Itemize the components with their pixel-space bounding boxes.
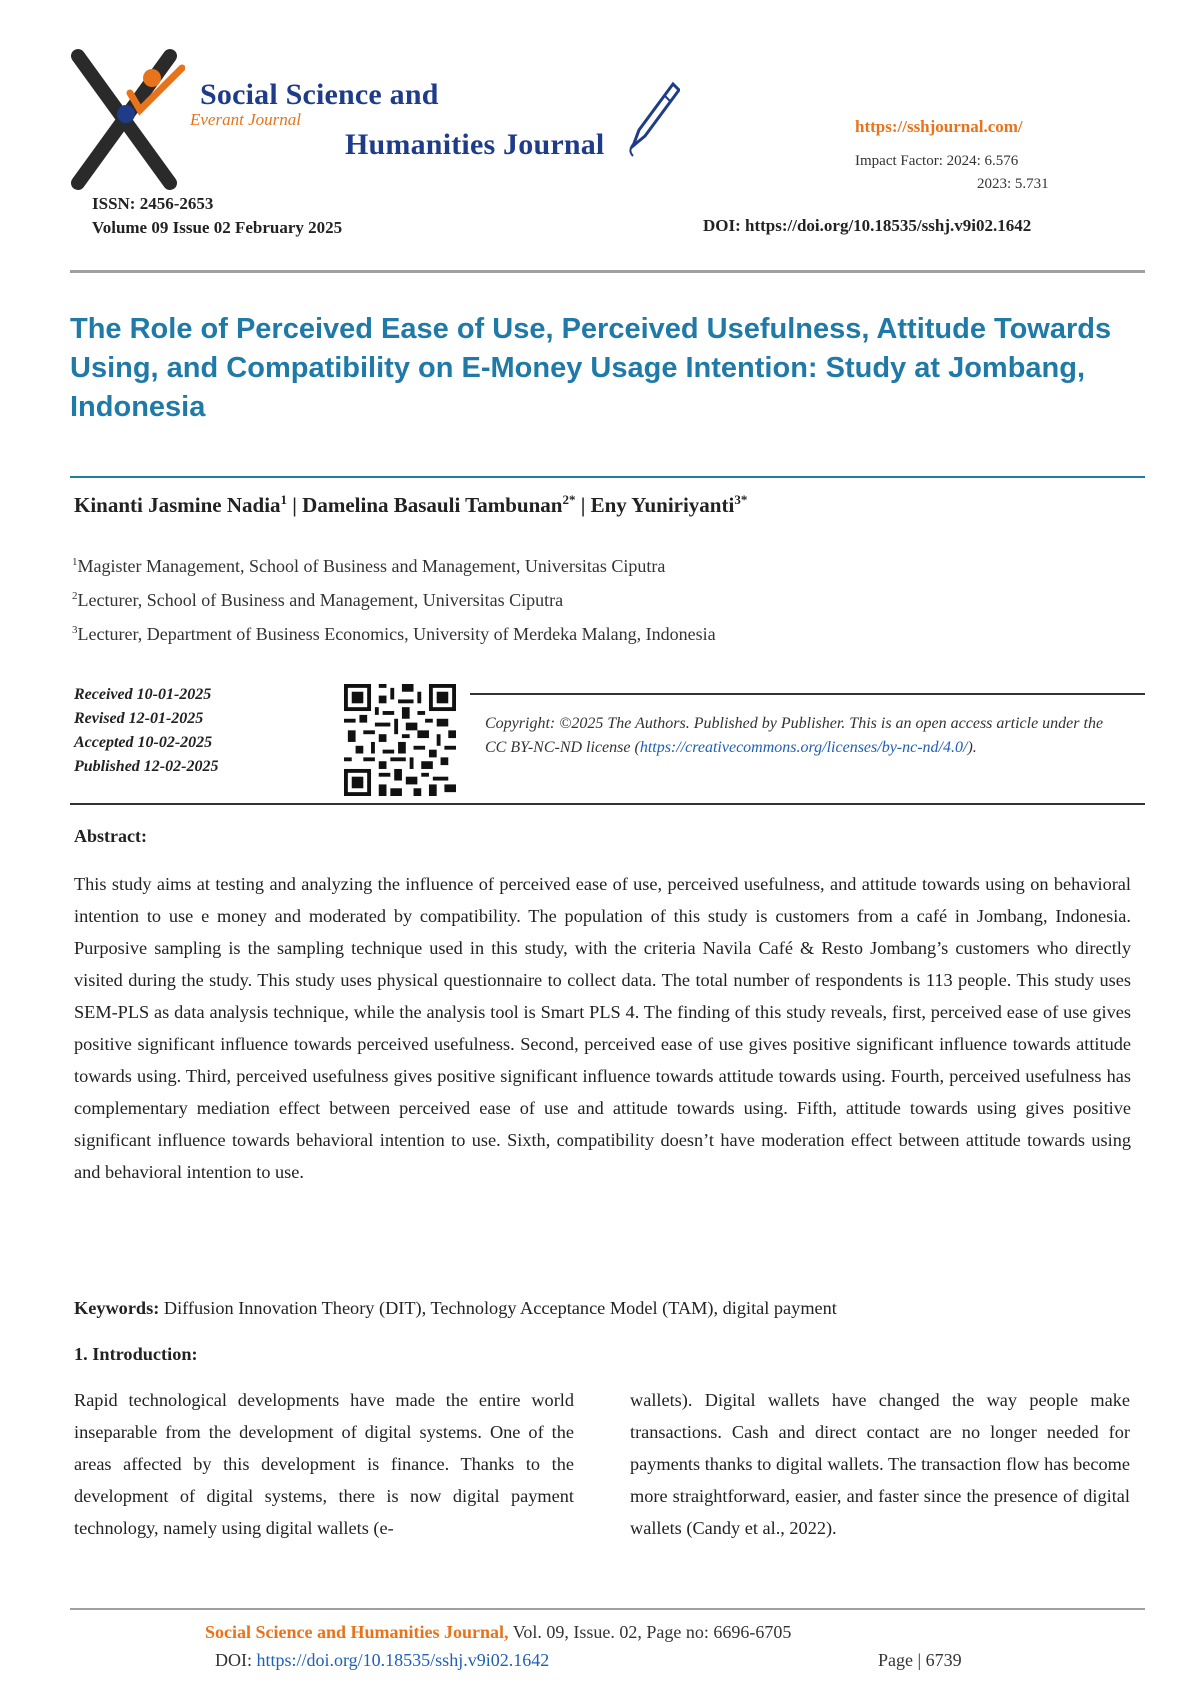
- revised-date: Revised 12-01-2025: [74, 710, 204, 727]
- header-doi[interactable]: DOI: https://doi.org/10.18535/sshj.v9i02.1642: [703, 216, 1032, 235]
- footer-citation: [205, 1622, 791, 1643]
- author-sup: 3*: [734, 492, 748, 507]
- footer-divider: [70, 1608, 1145, 1610]
- impact-factor-2023: 2023: 5.731: [977, 176, 1049, 192]
- abstract-heading: Abstract:: [74, 826, 147, 846]
- introduction-heading: 1. Introduction:: [74, 1344, 198, 1364]
- author-separator: |: [292, 493, 297, 517]
- published-date: Published 12-02-2025: [74, 758, 219, 775]
- abstract-text: This study aims at testing and analyzing the influence of perceived ease of use, perceived usefulness, and attitude towards using on behavioral intention to use e money and moderated by compatibility. The population of this study is customers from a café in Jombang, Indonesia. Purposive sampling is the sampling technique used in this study, with the criteria Navila Café & Resto Jombang’s customers who directly visited during the study. This study uses physical questionnaire to collect data. The total number of respondents is 113 people. This study uses SEM-PLS as data analysis technique, while the analysis tool is Smart PLS 4. The finding of this study reveals, first, perceived ease of use gives positive significant influence towards perceived usefulness. Second, perceived ease of use gives positive significant influence towards attitude towards using. Third, perceived usefulness gives positive significant influence towards attitude towards using. Fourth, perceived usefulness has complementary mediation effect between perceived ease of use and attitude towards using. Fifth, attitude towards using gives positive significant influence towards behavioral intention to use. Sixth, compatibility doesn’t have moderation effect between attitude towards using and behavioral intention to use.: [74, 874, 1131, 1182]
- footer-doi: [215, 1650, 549, 1671]
- introduction-column-right: wallets). Digital wallets have changed the way people make transactions. Cash and direct contact are no longer needed for payments thanks to digital wallets. The transaction flow has become more straightforward, easier, and faster since the presence of digital wallets (Candy et al., 2022).: [630, 1390, 1130, 1538]
- qr-code-icon[interactable]: [344, 684, 456, 796]
- affiliation-text: Lecturer, School of Business and Management, Universitas Ciputra: [77, 590, 564, 610]
- footer-issue: Vol. 09, Issue. 02, Page no: 6696-6705: [508, 1622, 792, 1642]
- journal-logo: [70, 48, 185, 193]
- journal-title-line2: Humanities Journal: [345, 128, 605, 161]
- affiliation: [72, 556, 665, 577]
- copyright-text: Copyright: ©2025 The Authors. Published by Publisher. This is an open access article under the CC BY-NC-ND license: [485, 715, 1104, 756]
- copyright-notice: [485, 712, 1125, 760]
- author-sup: 2*: [562, 492, 576, 507]
- license-link[interactable]: https://creativecommons.org/licenses/by-nc-nd/4.0/: [639, 739, 968, 756]
- header-divider: [70, 270, 1145, 273]
- author-sup: 1: [280, 492, 288, 507]
- received-date: Received 10-01-2025: [74, 686, 212, 703]
- license-paren-close: ).: [967, 739, 977, 756]
- footer-doi-label: DOI:: [215, 1650, 257, 1670]
- affiliation: [72, 624, 716, 645]
- author-separator: |: [580, 493, 586, 517]
- keywords: [74, 1298, 837, 1319]
- accepted-date: Accepted 10-02-2025: [74, 734, 213, 751]
- author-name: Eny Yuniriyanti: [590, 493, 735, 517]
- affiliation-sup: 3: [72, 624, 78, 636]
- pen-icon: [625, 80, 680, 160]
- publisher-name: Everant Journal: [190, 110, 301, 129]
- issn: ISSN: 2456-2653: [92, 194, 214, 213]
- author-name: Kinanti Jasmine Nadia: [74, 493, 281, 517]
- abstract-top-rule: [70, 803, 1145, 805]
- affiliation-text: Magister Management, School of Business and Management, Universitas Ciputra: [77, 556, 666, 576]
- keywords-text: Diffusion Innovation Theory (DIT), Technology Acceptance Model (TAM), digital payment: [159, 1298, 837, 1318]
- copyright-top-rule: [470, 693, 1145, 695]
- license-paren-open: (: [634, 739, 640, 756]
- introduction-column-left: Rapid technological developments have made the entire world inseparable from the development of digital systems. One of the areas affected by this development is finance. Thanks to the development of digital systems, there is now digital payment technology, namely using digital wallets (e-: [74, 1390, 574, 1538]
- affiliation-text: Lecturer, Department of Business Economics, University of Merdeka Malang, Indonesia: [77, 624, 716, 644]
- journal-website-link[interactable]: https://sshjournal.com/: [855, 117, 1023, 136]
- footer-doi-link[interactable]: https://doi.org/10.18535/sshj.v9i02.1642: [256, 1650, 550, 1670]
- affiliation-sup: 2: [72, 590, 78, 602]
- impact-factor-2024: Impact Factor: 2024: 6.576: [855, 153, 1019, 169]
- keywords-label: Keywords:: [74, 1298, 160, 1318]
- affiliation-sup: 1: [72, 556, 78, 568]
- author-list: [74, 492, 747, 518]
- page-number: Page | 6739: [878, 1650, 962, 1670]
- author-name: Damelina Basauli Tambunan: [302, 493, 563, 517]
- footer-journal: Social Science and Humanities Journal,: [205, 1622, 509, 1642]
- article-title: The Role of Perceived Ease of Use, Perceived Usefulness, Attitude Towards Using, and Compatibility on E-Money Usage Intention: Study at Jombang, Indonesia: [70, 313, 1112, 423]
- volume-issue: Volume 09 Issue 02 February 2025: [92, 218, 343, 237]
- title-divider: [70, 476, 1145, 478]
- affiliation: [72, 590, 563, 611]
- journal-title-line1: Social Science and: [200, 78, 439, 111]
